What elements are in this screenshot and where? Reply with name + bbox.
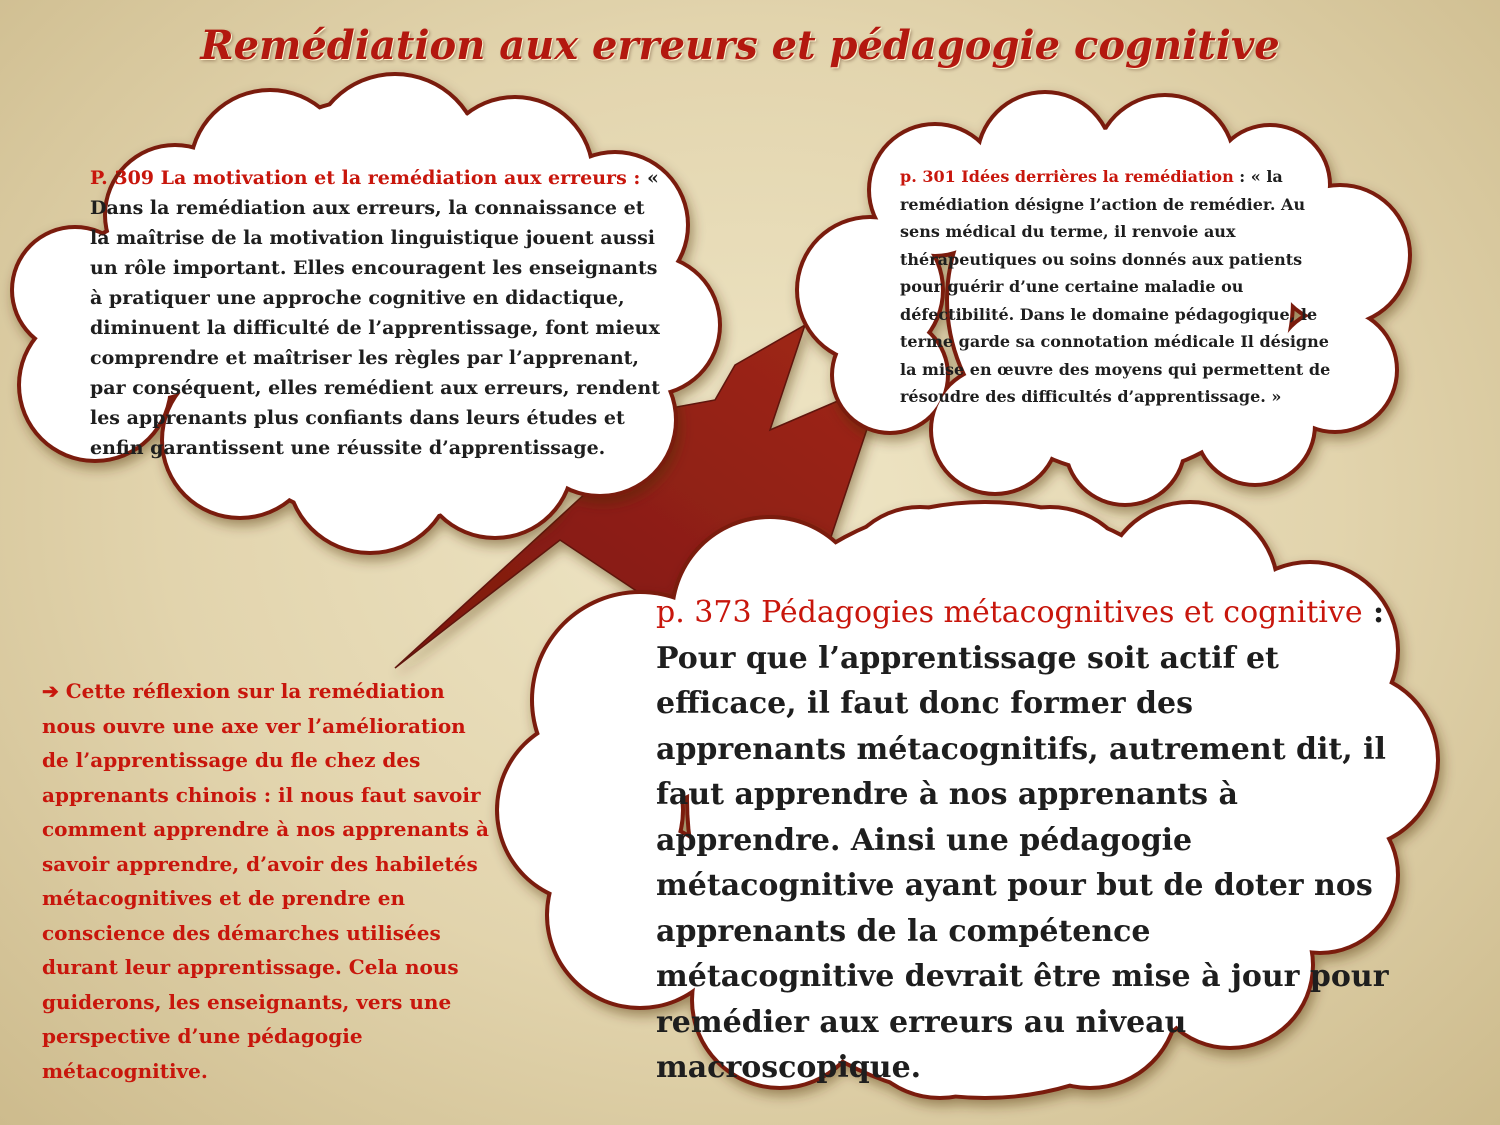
- cloud-idees: [900, 163, 1340, 411]
- cloud-idees-body: : « la remédiation désigne l’action de remédier. Au sens médical du terme, il renvoie aux thérapeutiques ou soins donnés aux patients pour guérir d’une certaine maladie ou défectibilité. Dans le domaine pédagogique, le terme garde sa connotation médicale Il désigne la mise en œuvre des moyens qui permettent de résoudre des difficultés d’apprentissage. »: [900, 167, 1331, 406]
- conclusion-note-text: Cette réflexion sur la remédiation nous ouvre une axe ver l’amélioration de l’apprentissage du fle chez des apprenants chinois : il nous faut savoir comment apprendre à nos apprenants à savoir apprendre, d’avoir des habiletés métacognitives et de prendre en conscience des démarches utilisées durant leur apprentissage. Cela nous guiderons, les enseignants, vers une perspective d’une pédagogie métacognitive.: [42, 679, 489, 1083]
- cloud-pedagogies-heading: p. 373 Pédagogies métacognitives et cognitive: [656, 595, 1363, 630]
- cloud-pedagogies-body: : Pour que l’apprentissage soit actif et efficace, il faut donc former des apprenants métacognitifs, autrement dit, il faut apprendre à nos apprenants à apprendre. Ainsi une pédagogie métacognitive ayant pour but de doter nos apprenants de la compétence métacognitive devrait être mise à jour pour remédier aux erreurs au niveau macroscopique.: [656, 595, 1389, 1085]
- cloud-pedagogies: [656, 590, 1391, 1091]
- conclusion-note: [42, 674, 492, 1088]
- cloud-motivation-heading: P. 309 La motivation et la remédiation aux erreurs :: [90, 167, 641, 189]
- arrow-right-icon: ➔: [42, 679, 59, 703]
- cloud-idees-heading: p. 301 Idées derrières la remédiation: [900, 167, 1234, 186]
- cloud-motivation: [90, 163, 665, 463]
- page-title: Remédiation aux erreurs et pédagogie cognitive: [200, 22, 1280, 69]
- cloud-motivation-body: « Dans la remédiation aux erreurs, la connaissance et la maîtrise de la motivation linguistique jouent aussi un rôle important. Elles encouragent les enseignants à pratiquer une approche cognitive en didactique, diminuent la difficulté de l’apprentissage, font mieux comprendre et maîtriser les règles par l’apprenant, par conséquent, elles remédient aux erreurs, rendent les apprenants plus confiants dans leurs études et enfin garantissent une réussite d’apprentissage.: [90, 167, 660, 459]
